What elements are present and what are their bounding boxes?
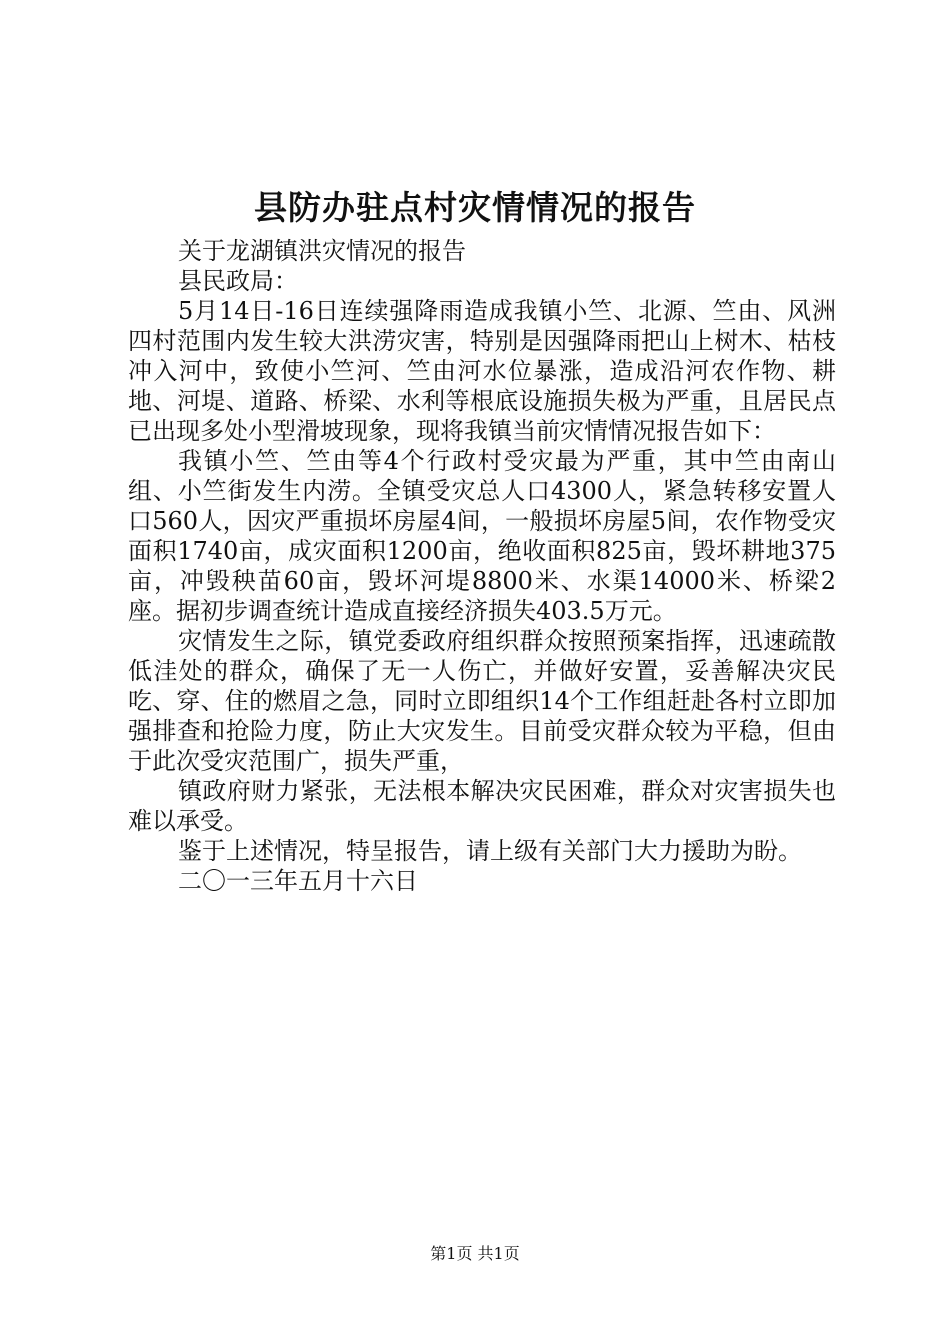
paragraph-response-measures: 灾情发生之际，镇党委政府组织群众按照预案指挥，迅速疏散低洼处的群众，确保了无一人伤亡，并做好安置，妥善解决灾民吃、穿、住的燃眉之急，同时立即组织14个工作组赶赴各村立即加强排查和抢险力度，防止大灾发生。目前受灾群众较为平稳，但由于此次受灾范围广，损失严重， <box>128 627 836 775</box>
paragraph-request: 鉴于上述情况，特呈报告，请上级有关部门大力援助为盼。 <box>178 837 802 865</box>
recipient-line: 县民政局： <box>178 267 298 295</box>
paragraph-disaster-overview: 5月14日-16日连续强降雨造成我镇小竺、北源、竺由、风洲四村范围内发生较大洪涝灾害，特别是因强降雨把山上树木、枯枝冲入河中，致使小竺河、竺由河水位暴涨，造成沿河农作物、耕地、河堤、道路、桥梁、水利等根底设施损失极为严重，且居民点已出现多处小型滑坡现象，现将我镇当前灾情情况报告如下： <box>128 297 836 445</box>
document-date: 二〇一三年五月十六日 <box>178 867 418 895</box>
paragraph-financial-difficulty: 镇政府财力紧张，无法根本解决灾民困难，群众对灾害损失也难以承受。 <box>128 777 836 835</box>
paragraph-damage-statistics: 我镇小竺、竺由等4个行政村受灾最为严重，其中竺由南山组、小竺街发生内涝。全镇受灾总人口4300人，紧急转移安置人口560人，因灾严重损坏房屋4间，一般损坏房屋5间，农作物受灾面积1740亩，成灾面积1200亩，绝收面积825亩，毁坏耕地375亩，冲毁秧苗60亩，毁坏河堤8800米、水渠14000米、桥梁2座。据初步调查统计造成直接经济损失403.5万元。 <box>128 447 836 625</box>
report-subject-line: 关于龙湖镇洪灾情况的报告 <box>178 237 466 265</box>
document-title: 县防办驻点村灾情情况的报告 <box>254 188 696 227</box>
document-body <box>128 236 836 896</box>
page-footer: 第1页 共1页 <box>430 1244 520 1263</box>
